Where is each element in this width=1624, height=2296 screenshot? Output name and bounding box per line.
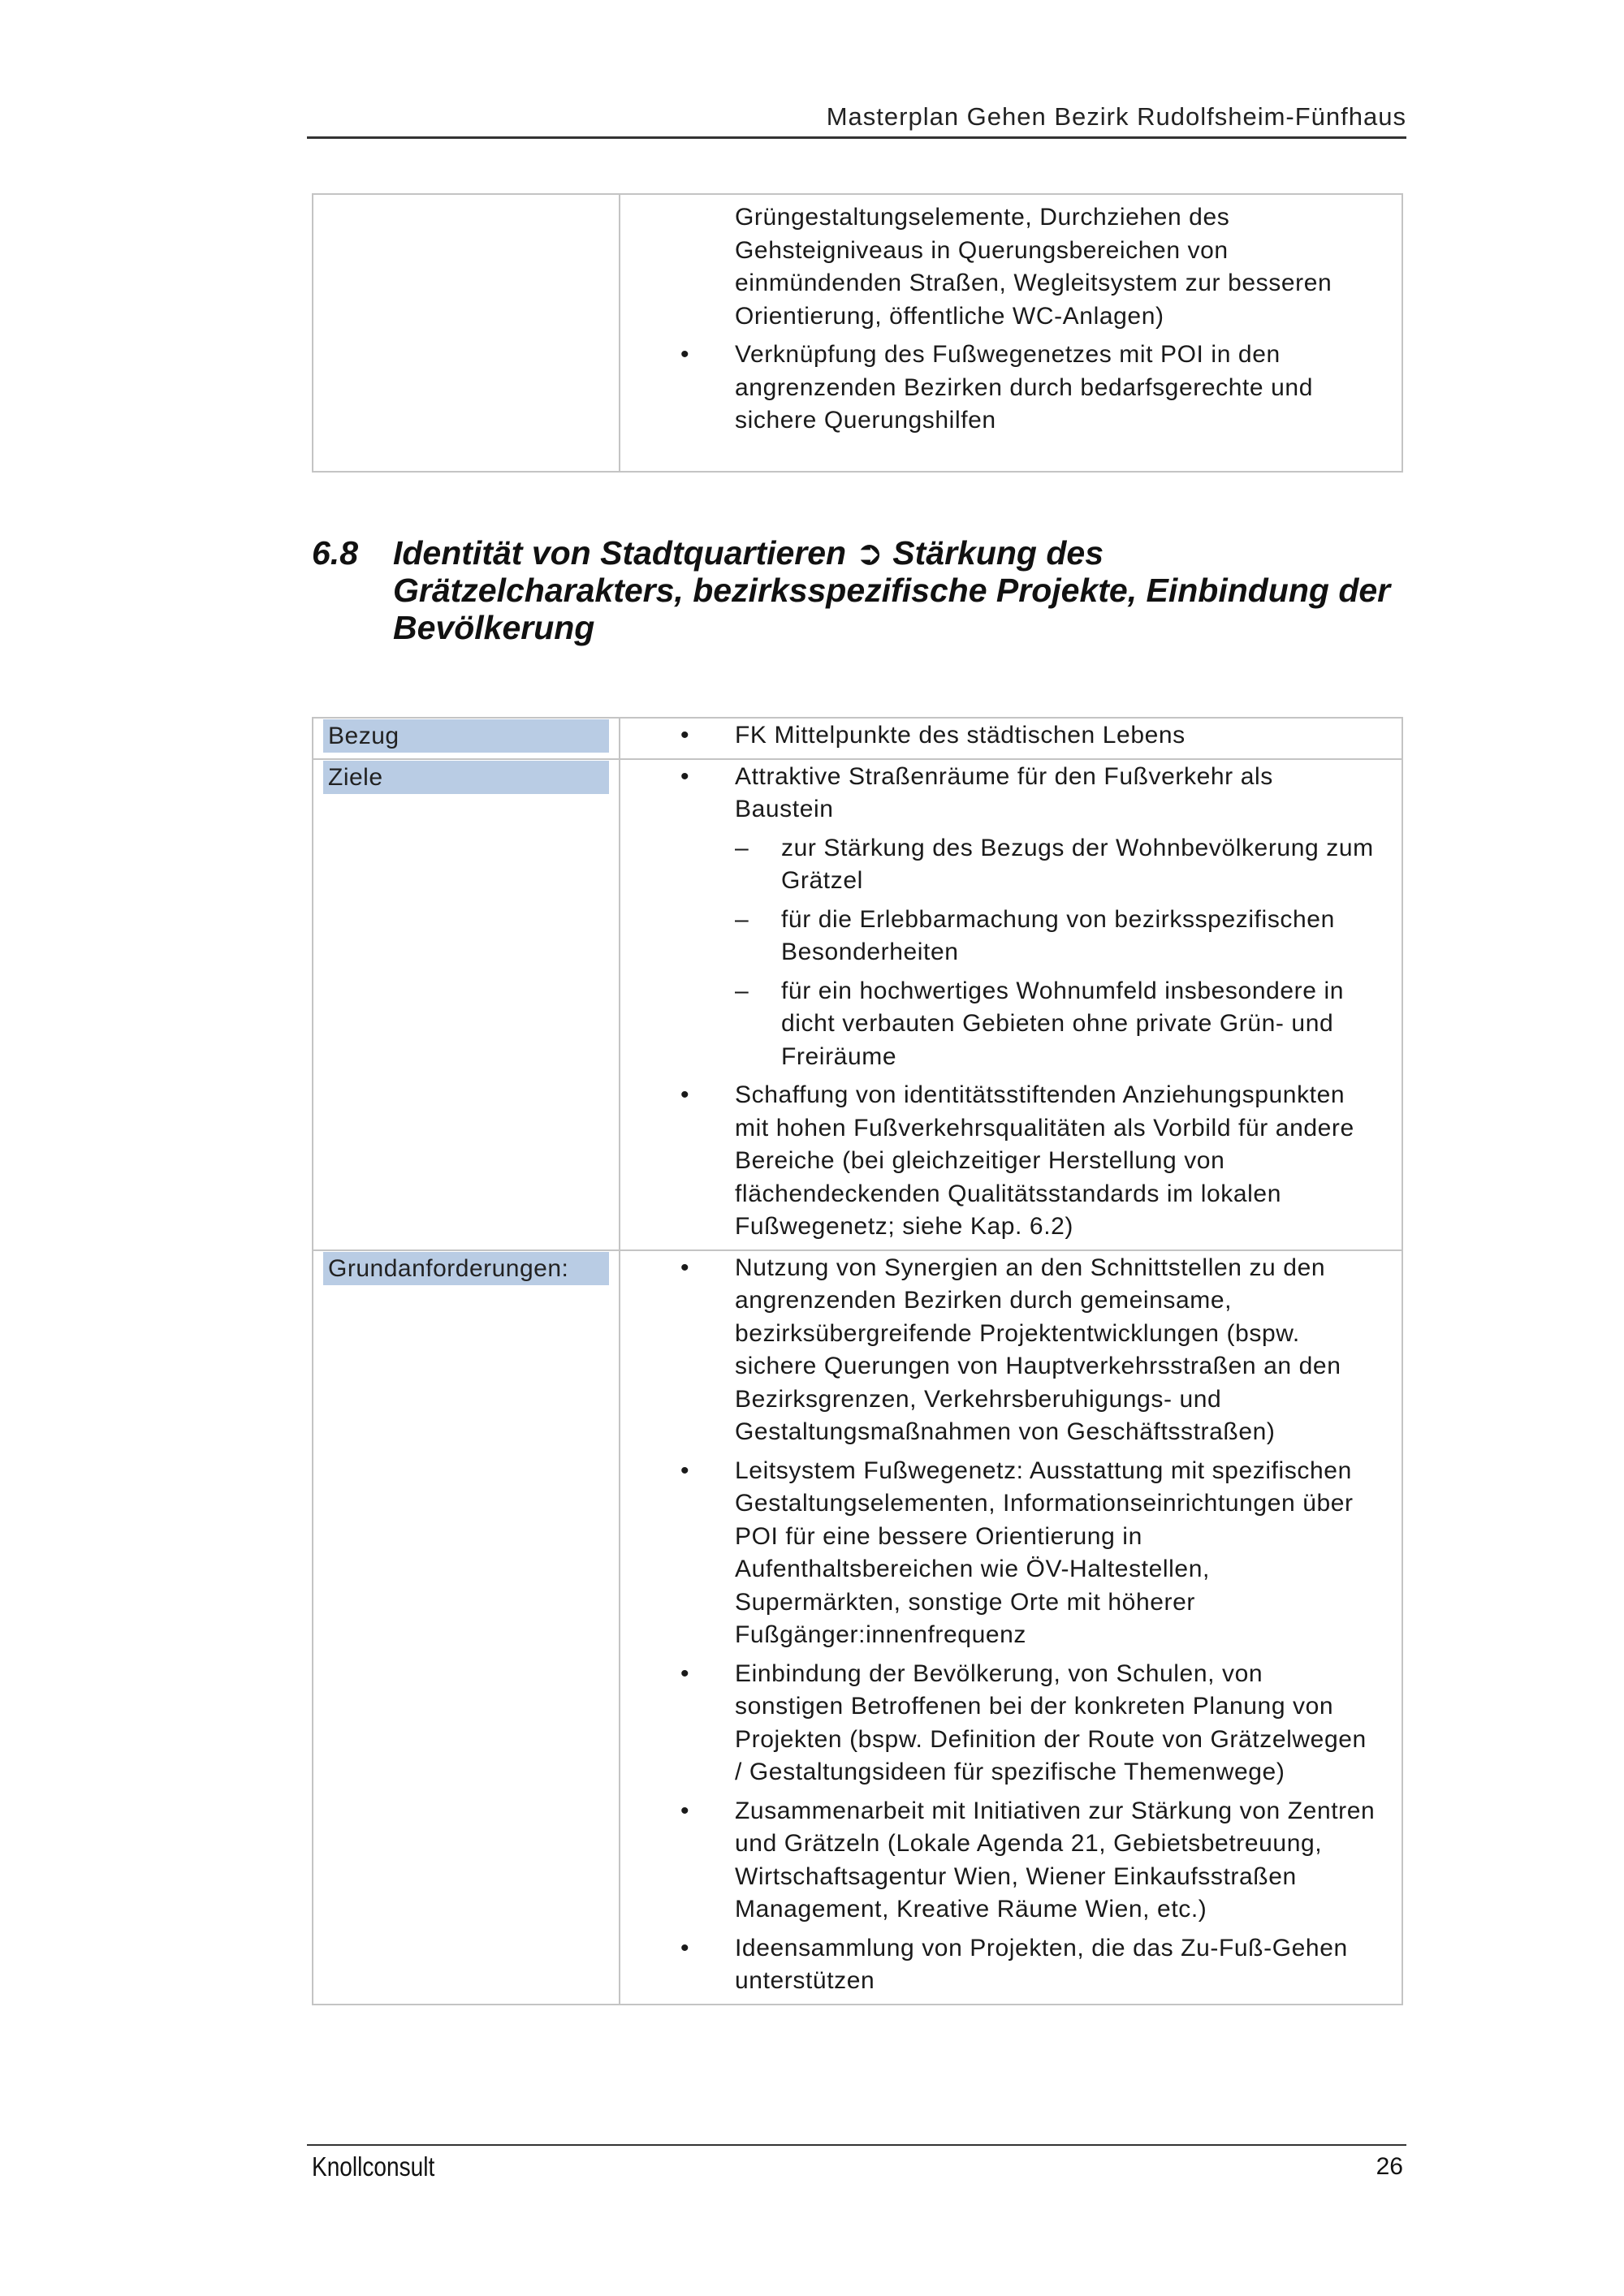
section-title-part2: Stärkung des Grätzelcharakters, bezirksspezifische Projekte, Einbindung der Bevölkerung	[393, 534, 1391, 646]
row-label-grundanforderungen: Grundanforderungen:	[323, 1252, 609, 1285]
list-item: • Schaffung von identitätsstiftenden Anziehungspunkten mit hohen Fußverkehrsqualitäten als Vorbild für andere Bereiche (bei gleichzeitiger Herstellung von flächendeckenden Qualitätsstandards im lokalen Fußwegenetz; siehe Kap. 6.2)	[620, 1079, 1377, 1244]
list-item: • FK Mittelpunkte des städtischen Lebens	[620, 719, 1377, 753]
table-row	[313, 194, 1402, 472]
list-item: • Zusammenarbeit mit Initiativen zur Stärkung von Zentren und Grätzeln (Lokale Agenda 21, Gebietsbetreuung, Wirtschaftsagentur Wien, Wiener Einkaufsstraßen Management, Kreative Räume Wien, etc.)	[620, 1795, 1377, 1927]
bullet-list	[620, 1252, 1377, 1998]
bullet-list	[620, 719, 1377, 753]
row-label-ziele: Ziele	[323, 761, 609, 794]
label-cell	[313, 759, 620, 1250]
footer-rule	[307, 2144, 1406, 2146]
list-item: • Nutzung von Synergien an den Schnittstellen zu den angrenzenden Bezirken durch gemeinsame, bezirksübergreifende Projektentwicklungen (bspw. sichere Querungen von Hauptverkehrsstraßen an den Bezirksgrenzen, Verkehrsberuhigungs- und Gestaltungsmaßnahmen von Geschäftsstraßen)	[620, 1252, 1377, 1449]
list-item: • Verknüpfung des Fußwegenetzes mit POI in den angrenzenden Bezirken durch bedarfsgerechte und sichere Querungshilfen	[620, 339, 1377, 438]
continued-table	[312, 193, 1403, 473]
arrow-icon: ➲	[855, 534, 883, 572]
sub-list	[735, 832, 1377, 1074]
content-cell	[620, 759, 1402, 1250]
section-title-part1: Identität von Stadtquartieren	[393, 534, 847, 572]
table-row-grundanforderungen	[313, 1250, 1402, 2005]
section-number: 6.8	[312, 534, 358, 572]
running-header: Masterplan Gehen Bezirk Rudolfsheim-Fünfhaus	[826, 102, 1406, 131]
list-item	[620, 761, 1377, 1074]
row-label-bezug: Bezug	[323, 719, 609, 753]
label-cell-empty	[313, 194, 620, 472]
continued-text: Grüngestaltungselemente, Durchziehen des Gehsteigniveaus in Querungsbereichen von einmündenden Straßen, Wegleitsystem zur besseren Orientierung, öffentliche WC-Anlagen)	[735, 204, 1332, 330]
table-row-ziele	[313, 759, 1402, 1250]
label-cell	[313, 718, 620, 759]
footer-company: Knollconsult	[312, 2151, 435, 2182]
list-item: • Ideensammlung von Projekten, die das Zu-Fuß-Gehen unterstützen	[620, 1932, 1377, 1998]
bullet-list	[620, 761, 1377, 1244]
list-item: • Einbindung der Bevölkerung, von Schulen, von sonstigen Betroffenen bei der konkreten Planung von Projekten (bspw. Definition der Route von Grätzelwegen / Gestaltungsideen für spezifische Themenwege)	[620, 1658, 1377, 1789]
sub-list-item: – zur Stärkung des Bezugs der Wohnbevölkerung zum Grätzel	[735, 832, 1377, 898]
sub-list-item: – für die Erlebbarmachung von bezirksspezifischen Besonderheiten	[735, 904, 1377, 969]
content-cell	[620, 718, 1402, 759]
content-cell	[620, 1250, 1402, 2005]
label-cell	[313, 1250, 620, 2005]
section-heading	[312, 534, 1400, 646]
table-row-bezug	[313, 718, 1402, 759]
bullet-list	[620, 339, 1377, 438]
list-item: • Leitsystem Fußwegenetz: Ausstattung mit spezifischen Gestaltungselementen, Informationseinrichtungen über POI für eine bessere Orientierung in Aufenthaltsbereichen wie ÖV-Haltestellen, Supermärkten, sonstige Orte mit höherer Fußgänger:innenfrequenz	[620, 1455, 1377, 1652]
header-rule	[307, 136, 1406, 139]
page-number: 26	[1376, 2153, 1403, 2180]
list-item-text: Attraktive Straßenräume für den Fußverkehr als Baustein	[735, 762, 1273, 822]
content-cell	[620, 194, 1402, 472]
requirements-table	[312, 717, 1403, 2005]
sub-list-item: – für ein hochwertiges Wohnumfeld insbesondere in dicht verbauten Gebieten ohne private Grün- und Freiräume	[735, 975, 1377, 1074]
